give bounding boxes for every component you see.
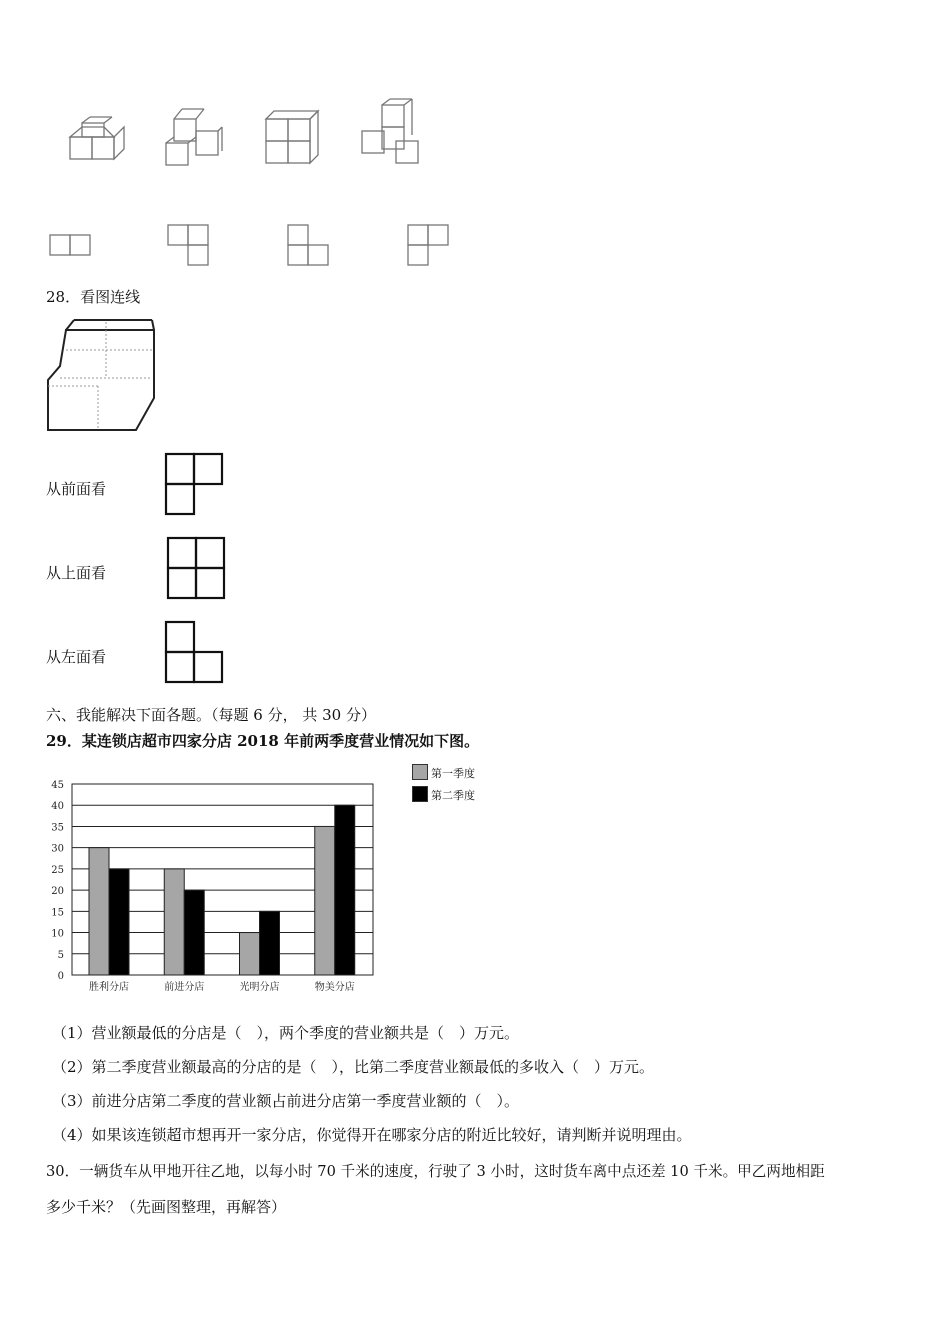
cube-figure-1 [70, 117, 124, 159]
chart-legend [412, 764, 502, 808]
bar-q2-3 [335, 805, 355, 975]
q28-view-shapes [160, 450, 230, 690]
q28-title: 28．看图连线 [46, 288, 141, 306]
y-tick-label: 5 [57, 949, 64, 961]
bar-q2-0 [109, 869, 129, 975]
q29-bar-chart [40, 770, 390, 996]
y-tick-label: 45 [51, 780, 64, 791]
view-option-1 [50, 235, 90, 255]
view-options-row [40, 220, 460, 270]
y-tick-label: 10 [51, 928, 64, 940]
bar-q2-1 [184, 890, 204, 975]
q30-line2: 多少千米？（先画图整理，再解答） [46, 1198, 287, 1216]
bar-q1-0 [89, 848, 109, 975]
legend-swatch-q2 [412, 786, 428, 802]
view-label-left: 从左面看 [46, 648, 107, 666]
view-label-front: 从前面看 [46, 480, 107, 498]
bar-q1-3 [315, 826, 335, 975]
view-option-4 [408, 225, 448, 265]
view-label-top: 从上面看 [46, 564, 107, 582]
q29-sub2: （2）第二季度营业额最高的分店的是（ ），比第二季度营业额最低的多收入（ ）万元。 [52, 1058, 655, 1076]
x-tick-label: 前进分店 [164, 982, 205, 993]
front-view-shape [166, 454, 222, 514]
q30-line1: 30．一辆货车从甲地开往乙地，以每小时 70 千米的速度，行驶了 3 小时，这时货车离中点还差 10 千米。甲乙两地相距 [46, 1163, 825, 1180]
cube-figure-4 [362, 99, 418, 163]
chart-y-ticks [51, 780, 64, 982]
bar-q1-2 [240, 933, 260, 975]
chart-x-labels [89, 980, 355, 993]
y-tick-label: 15 [51, 907, 64, 919]
legend-label-q1: 第一季度 [431, 767, 475, 780]
q29-sub3: （3）前进分店第二季度的营业额占前进分店第一季度营业额的（ ）。 [52, 1092, 520, 1110]
q28-solid-figure [44, 318, 159, 436]
view-option-3 [288, 225, 328, 265]
y-tick-label: 25 [51, 864, 64, 876]
y-tick-label: 35 [51, 822, 64, 834]
section6-heading: 六、我能解决下面各题。（每题 6 分， 共 30 分） [46, 706, 376, 724]
x-tick-label: 胜利分店 [89, 982, 129, 993]
q29-sub1: （1）营业额最低的分店是（ ），两个季度的营业额共是（ ）万元。 [52, 1024, 520, 1042]
x-tick-label: 物美分店 [314, 982, 355, 993]
y-tick-label: 40 [51, 801, 64, 813]
q29-title: 29．某连锁店超市四家分店 2018 年前两季度营业情况如下图。 [46, 732, 480, 750]
y-tick-label: 20 [51, 886, 64, 898]
legend-swatch-q1 [412, 764, 428, 780]
left-view-shape [166, 622, 222, 682]
y-tick-label: 30 [51, 843, 64, 855]
cube-figures-row [60, 95, 440, 175]
legend-label-q2: 第二季度 [431, 789, 475, 802]
view-option-2 [168, 225, 208, 265]
top-view-shape [168, 538, 224, 598]
y-tick-label: 0 [57, 971, 64, 982]
x-tick-label: 光明分店 [239, 982, 280, 993]
bar-q2-2 [260, 911, 280, 975]
cube-figure-2 [166, 109, 222, 165]
cube-figure-3 [266, 111, 318, 163]
bar-q1-1 [164, 869, 184, 975]
q29-sub4: （4）如果该连锁超市想再开一家分店，你觉得开在哪家分店的附近比较好，请判断并说明理由。 [52, 1126, 692, 1144]
